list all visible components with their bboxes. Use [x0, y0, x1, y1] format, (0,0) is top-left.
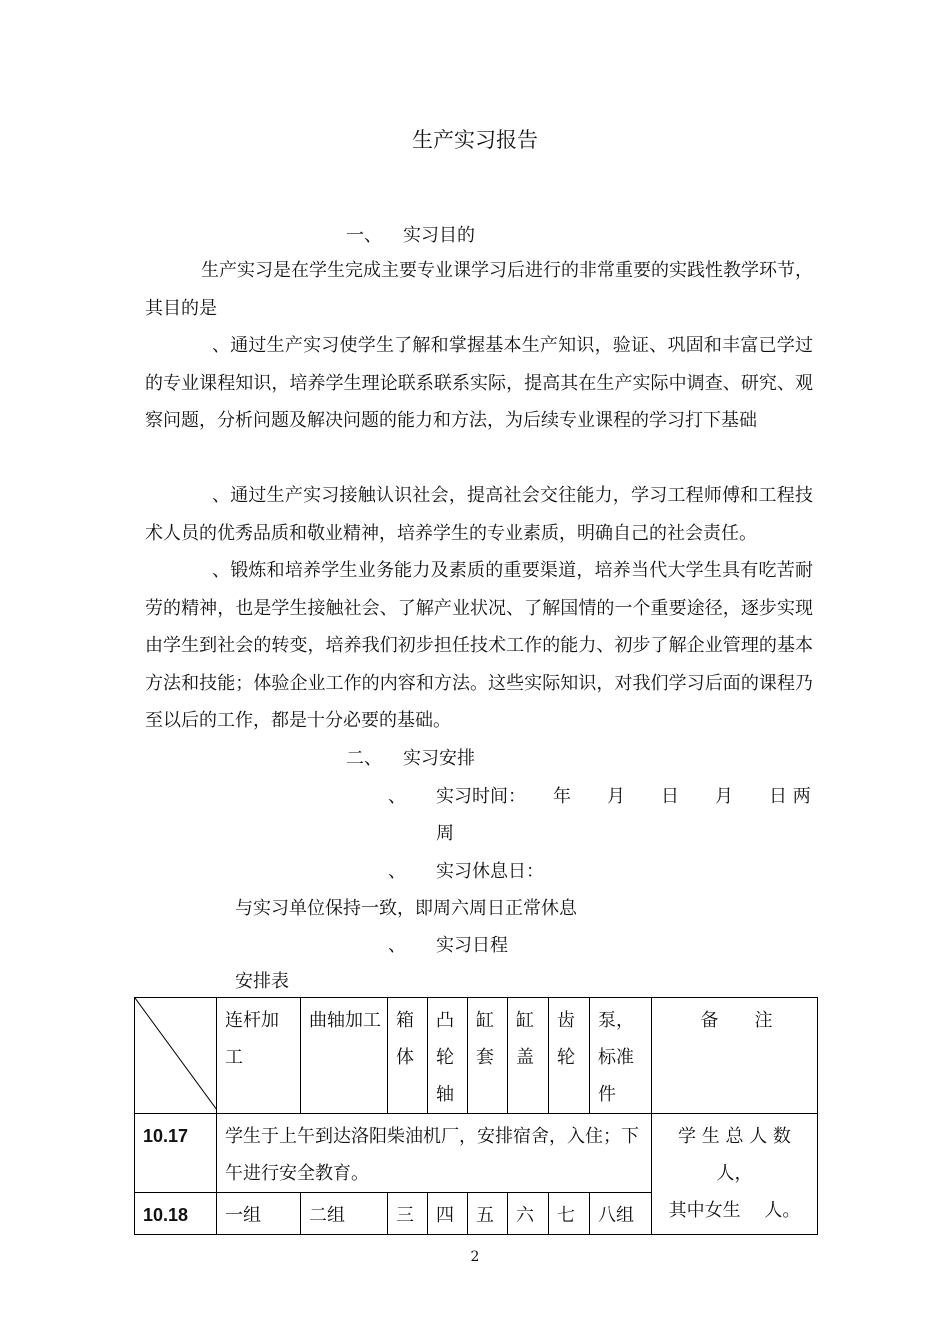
- header-remarks: 备 注: [652, 998, 818, 1114]
- row-content: 学生于上午到达洛阳柴油机厂，安排宿舍，入住；下午进行安全教育。: [217, 1114, 652, 1193]
- item-mark-rest: 、: [388, 861, 406, 882]
- table-header-row: [135, 998, 818, 1114]
- header-camshaft: 凸轮轴: [428, 998, 468, 1114]
- section-2-number: 二、: [346, 748, 382, 769]
- group-cell: 二组: [301, 1193, 388, 1235]
- header-liner: 缸套: [468, 998, 508, 1114]
- section-1-point-3: 、锻炼和培养学生业务能力及素质的重要渠道，培养当代大学生具有吃苦耐劳的精神，也是学生接触社会、了解产业状况、了解国情的一个重要途径，逐步实现由学生到社会的转变，培养我们初步担任技术工作的能力、初步了解企业管理的基本方法和技能；体验企业工作的内容和方法。这些实际知识，对我们学习后面的课程乃至以后的工作，都是十分必要的基础。: [145, 560, 813, 731]
- group-cell: 六: [508, 1193, 549, 1235]
- remarks-cell: [652, 1114, 827, 1235]
- item-practice-time: 实习时间： 年 月 日 月 日 两: [436, 786, 811, 807]
- remarks-line-1: 学 生 总 人 数 人，: [678, 1126, 827, 1184]
- table-caption: 安排表: [235, 971, 289, 992]
- item-rest-detail: 与实习单位保持一致，即周六周日正常休息: [235, 898, 577, 919]
- remarks-line-2: 其中女生 人。: [668, 1200, 801, 1221]
- item-rest-day: 实习休息日：: [436, 861, 544, 882]
- diagonal-line: [135, 998, 217, 1110]
- header-pump: 泵，标准件: [590, 998, 652, 1114]
- date-cell: 10.17: [135, 1114, 217, 1193]
- group-cell: 五: [468, 1193, 508, 1235]
- section-1-heading: 实习目的: [403, 225, 475, 246]
- header-box: 箱体: [388, 998, 428, 1114]
- header-crankshaft: 曲轴加工: [301, 998, 388, 1114]
- group-cell: 七: [549, 1193, 590, 1235]
- page-title: 生产实习报告: [412, 128, 538, 152]
- group-cell: 四: [428, 1193, 468, 1235]
- section-1-point-2: 、通过生产实习接触认识社会，提高社会交往能力，学习工程师傅和工程技术人员的优秀品质和敬业精神，培养学生的专业素质，明确自己的社会责任。: [145, 485, 813, 544]
- item-mark-time: 、: [388, 786, 406, 807]
- header-head: 缸盖: [508, 998, 549, 1114]
- table-row-1017: [135, 1114, 818, 1193]
- group-cell: 八组: [590, 1193, 652, 1235]
- item-schedule: 实习日程: [436, 935, 508, 956]
- schedule-table: [134, 997, 827, 1235]
- page-number: 2: [470, 1249, 480, 1265]
- item-mark-schedule: 、: [388, 935, 406, 956]
- date-cell: 10.18: [135, 1193, 217, 1235]
- section-2-heading: 实习安排: [403, 748, 475, 769]
- item-practice-time-cont: 周: [436, 823, 454, 844]
- group-cell: 一组: [217, 1193, 301, 1235]
- group-cell: 三: [388, 1193, 428, 1235]
- section-1-point-1: 、通过生产实习使学生了解和掌握基本生产知识，验证、巩固和丰富已学过的专业课程知识，培养学生理论联系联系实际，提高其在生产实际中调查、研究、观察问题，分析问题及解决问题的能力和方法，为后续专业课程的学习打下基础: [145, 335, 813, 431]
- diagonal-header-cell: [135, 998, 217, 1114]
- section-1-number: 一、: [346, 225, 382, 246]
- header-gear: 齿轮: [549, 998, 590, 1114]
- section-1-intro: 生产实习是在学生完成主要专业课学习后进行的非常重要的实践性教学环节，其目的是: [145, 260, 813, 319]
- header-connecting-rod: 连杆加工: [217, 998, 301, 1114]
